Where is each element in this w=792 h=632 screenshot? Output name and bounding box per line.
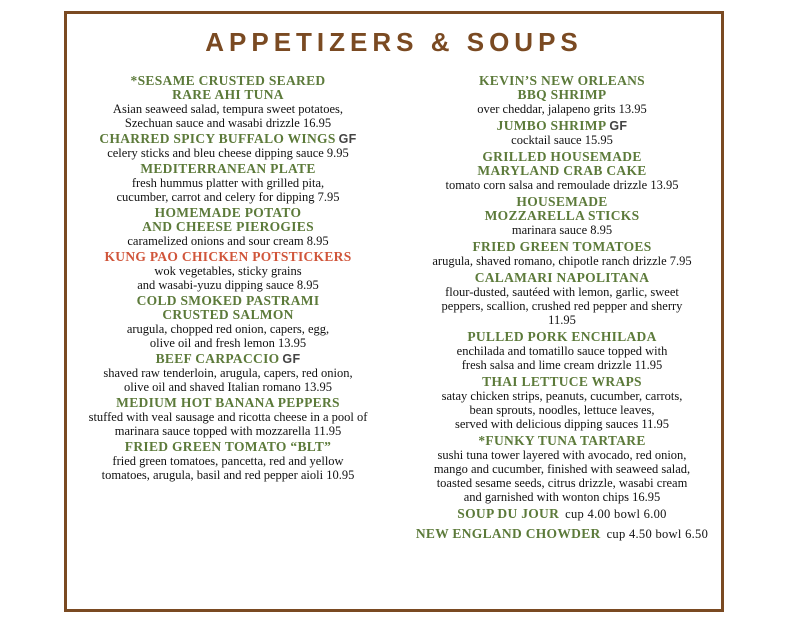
soup-name: SOUP DU JOUR bbox=[457, 506, 560, 521]
item-description: over cheddar, jalapeno grits 13.95 bbox=[477, 102, 647, 116]
soup-item bbox=[401, 507, 723, 521]
item-name-text: COLD SMOKED PASTRAMI bbox=[136, 293, 320, 308]
item-name-text: MOZZARELLA STICKS bbox=[484, 208, 640, 223]
soup-price: cup 4.00 bowl 6.00 bbox=[565, 507, 667, 521]
item-description: Szechuan sauce and wasabi drizzle 16.95 bbox=[124, 116, 332, 130]
menu-item bbox=[68, 294, 388, 350]
menu-item bbox=[68, 132, 388, 160]
item-description: cocktail sauce 15.95 bbox=[511, 133, 613, 147]
item-description: mango and cucumber, finished with seaweed salad, bbox=[433, 462, 691, 476]
menu-item bbox=[68, 440, 388, 482]
menu-item bbox=[401, 330, 723, 372]
item-name-text: THAI LETTUCE WRAPS bbox=[482, 374, 642, 389]
item-name bbox=[68, 132, 388, 146]
soup-price: cup 4.50 bowl 6.50 bbox=[606, 527, 709, 541]
item-description: arugula, chopped red onion, capers, egg, bbox=[126, 322, 330, 336]
item-name-text: CALAMARI NAPOLITANA bbox=[474, 270, 650, 285]
gluten-free-badge: GF bbox=[282, 352, 301, 366]
item-name-text: *FUNKY TUNA TARTARE bbox=[478, 433, 646, 448]
item-name bbox=[68, 352, 388, 366]
item-description: enchilada and tomatillo sauce topped with bbox=[456, 344, 668, 358]
item-description: fresh hummus platter with grilled pita, bbox=[131, 176, 325, 190]
menu-item bbox=[401, 74, 723, 116]
item-description: tomato corn salsa and remoulade drizzle 13.95 bbox=[445, 178, 679, 192]
item-name bbox=[401, 330, 723, 344]
item-description: fresh salsa and lime cream drizzle 11.95 bbox=[461, 358, 663, 372]
item-description: shaved raw tenderloin, arugula, capers, red onion, bbox=[103, 366, 353, 380]
item-description: olive oil and fresh lemon 13.95 bbox=[149, 336, 307, 350]
item-name bbox=[401, 195, 723, 209]
item-name-text: HOUSEMADE bbox=[516, 194, 608, 209]
item-description: cucumber, carrot and celery for dipping 7.95 bbox=[116, 190, 340, 204]
item-name bbox=[401, 119, 723, 133]
item-name bbox=[401, 375, 723, 389]
item-description: marinara sauce 8.95 bbox=[511, 223, 613, 237]
item-description: toasted sesame seeds, citrus drizzle, wasabi cream bbox=[436, 476, 688, 490]
left-column bbox=[68, 74, 388, 484]
item-name bbox=[68, 206, 388, 220]
item-name-text: JUMBO SHRIMP bbox=[496, 118, 607, 133]
item-name bbox=[68, 74, 388, 88]
right-column bbox=[401, 74, 723, 544]
page-title: APPETIZERS & SOUPS bbox=[205, 27, 583, 57]
item-description: caramelized onions and sour cream 8.95 bbox=[127, 234, 329, 248]
item-description: celery sticks and bleu cheese dipping sauce 9.95 bbox=[107, 146, 349, 160]
item-description: wok vegetables, sticky grains bbox=[154, 264, 302, 278]
menu-item bbox=[401, 195, 723, 237]
item-description: and garnished with wonton chips 16.95 bbox=[463, 490, 661, 504]
item-description: peppers, scallion, crushed red pepper and sherry bbox=[441, 299, 683, 313]
item-name-text: FRIED GREEN TOMATO “BLT” bbox=[124, 439, 332, 454]
gluten-free-badge: GF bbox=[609, 119, 628, 133]
item-name bbox=[401, 150, 723, 164]
item-name bbox=[68, 294, 388, 308]
item-name-text: MEDIUM HOT BANANA PEPPERS bbox=[116, 395, 340, 410]
item-description: and wasabi-yuzu dipping sauce 8.95 bbox=[137, 278, 319, 292]
item-name-text: AND CHEESE PIEROGIES bbox=[142, 219, 314, 234]
item-name bbox=[401, 88, 723, 102]
menu-item bbox=[401, 240, 723, 268]
menu-item bbox=[401, 434, 723, 504]
item-description: arugula, shaved romano, chipotle ranch drizzle 7.95 bbox=[432, 254, 692, 268]
item-name-text: FRIED GREEN TOMATOES bbox=[472, 239, 652, 254]
item-name bbox=[68, 308, 388, 322]
menu-frame bbox=[64, 11, 724, 612]
item-name bbox=[401, 271, 723, 285]
item-description: stuffed with veal sausage and ricotta cheese in a pool of bbox=[88, 410, 368, 424]
item-name bbox=[68, 162, 388, 176]
item-name-text: KEVIN’S NEW ORLEANS bbox=[479, 73, 645, 88]
item-description: satay chicken strips, peanuts, cucumber, carrots, bbox=[441, 389, 683, 403]
menu-item bbox=[68, 74, 388, 130]
menu-item bbox=[401, 271, 723, 327]
item-description: flour-dusted, sautéed with lemon, garlic, sweet bbox=[445, 285, 679, 299]
item-description: 11.95 bbox=[548, 313, 576, 327]
gluten-free-badge: GF bbox=[338, 132, 357, 146]
item-name bbox=[401, 240, 723, 254]
item-description: tomatoes, arugula, basil and red pepper aioli 10.95 bbox=[101, 468, 355, 482]
menu-item bbox=[68, 206, 388, 248]
item-name bbox=[401, 74, 723, 88]
item-name-text: BEEF CARPACCIO bbox=[155, 351, 280, 366]
item-name-text: HOMEMADE POTATO bbox=[154, 205, 302, 220]
item-name-text: GRILLED HOUSEMADE bbox=[482, 149, 642, 164]
menu-item bbox=[68, 250, 388, 292]
item-description: sushi tuna tower layered with avocado, red onion, bbox=[437, 448, 687, 462]
menu-item bbox=[401, 119, 723, 147]
item-name-text: KUNG PAO CHICKEN POTSTICKERS bbox=[104, 249, 352, 264]
item-name-text: MARYLAND CRAB CAKE bbox=[477, 163, 647, 178]
item-name-text: MEDITERRANEAN PLATE bbox=[140, 161, 316, 176]
item-name bbox=[401, 164, 723, 178]
item-name bbox=[68, 250, 388, 264]
item-description: Asian seaweed salad, tempura sweet potatoes, bbox=[112, 102, 344, 116]
item-name-text: BBQ SHRIMP bbox=[517, 87, 607, 102]
item-description: marinara sauce topped with mozzarella 11.95 bbox=[114, 424, 342, 438]
soup-name: NEW ENGLAND CHOWDER bbox=[415, 526, 601, 541]
item-name bbox=[68, 220, 388, 234]
item-name-text: CHARRED SPICY BUFFALO WINGS bbox=[99, 131, 336, 146]
item-description: bean sprouts, noodles, lettuce leaves, bbox=[469, 403, 655, 417]
item-name-text: *SESAME CRUSTED SEARED bbox=[130, 73, 326, 88]
menu-item bbox=[401, 150, 723, 192]
menu-item bbox=[401, 375, 723, 431]
item-name bbox=[401, 209, 723, 223]
item-description: served with delicious dipping sauces 11.95 bbox=[454, 417, 670, 431]
item-name bbox=[68, 396, 388, 410]
item-name bbox=[68, 88, 388, 102]
item-name-text: RARE AHI TUNA bbox=[172, 87, 284, 102]
menu-item bbox=[68, 352, 388, 394]
menu-item bbox=[68, 396, 388, 438]
menu-item bbox=[68, 162, 388, 204]
soup-item bbox=[401, 527, 723, 541]
item-name bbox=[401, 434, 723, 448]
item-description: fried green tomatoes, pancetta, red and yellow bbox=[112, 454, 344, 468]
item-description: olive oil and shaved Italian romano 13.95 bbox=[124, 380, 332, 394]
item-name bbox=[68, 440, 388, 454]
item-name-text: PULLED PORK ENCHILADA bbox=[467, 329, 657, 344]
item-name-text: CRUSTED SALMON bbox=[162, 307, 294, 322]
